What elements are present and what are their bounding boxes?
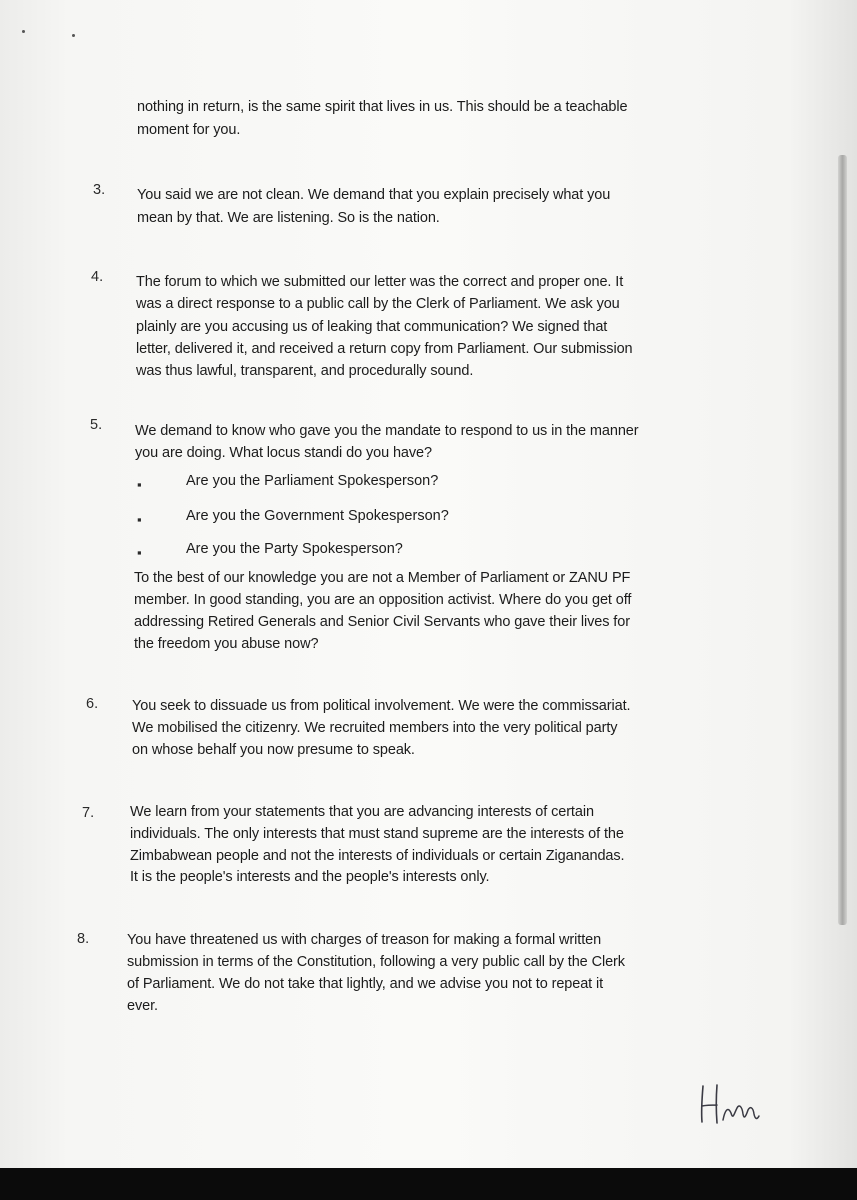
item-line: Zimbabwean people and not the interests of individuals or certain Ziganandas. <box>130 848 625 864</box>
item-line: you are doing. What locus standi do you have? <box>135 445 432 461</box>
intro-line: moment for you. <box>137 122 241 138</box>
bullet-item: Are you the Party Spokesperson? <box>186 541 403 557</box>
bullet-item: Are you the Parliament Spokesperson? <box>186 473 439 489</box>
item-line: submission in terms of the Constitution, following a very public call by the Clerk <box>127 954 625 970</box>
item-line: the freedom you abuse now? <box>134 636 319 652</box>
item-line: individuals. The only interests that must stand supreme are the interests of the <box>130 826 624 842</box>
bullet-marker: ▪ <box>137 512 142 527</box>
item-line: ever. <box>127 998 158 1014</box>
bullet-marker: ▪ <box>137 545 142 560</box>
item-line: We demand to know who gave you the mandate to respond to us in the manner <box>135 423 639 439</box>
item-line: To the best of our knowledge you are not a Member of Parliament or ZANU PF <box>134 570 631 586</box>
signature-initials <box>695 1080 767 1130</box>
scrollbar[interactable] <box>838 155 847 925</box>
bullet-item: Are you the Government Spokesperson? <box>186 508 449 524</box>
item-line: of Parliament. We do not take that lightly, and we advise you not to repeat it <box>127 976 604 992</box>
item-line: We mobilised the citizenry. We recruited members into the very political party <box>132 720 618 736</box>
item-number: 7. <box>82 805 95 821</box>
item-line: member. In good standing, you are an opposition activist. Where do you get off <box>134 592 632 608</box>
item-number: 8. <box>77 931 90 947</box>
item-line: You have threatened us with charges of treason for making a formal written <box>127 932 602 948</box>
scan-speck <box>72 34 75 37</box>
item-number: 5. <box>90 417 103 433</box>
item-line: addressing Retired Generals and Senior Civil Servants who gave their lives for <box>134 614 630 630</box>
item-line: The forum to which we submitted our letter was the correct and proper one. It <box>136 274 624 290</box>
item-line: We learn from your statements that you are advancing interests of certain <box>130 804 594 820</box>
item-line: on whose behalf you now presume to speak. <box>132 742 415 758</box>
scan-speck <box>22 30 25 33</box>
bottom-edge <box>0 1168 857 1200</box>
item-line: It is the people's interests and the people's interests only. <box>130 869 490 885</box>
item-number: 3. <box>93 182 106 198</box>
item-line: was thus lawful, transparent, and procedurally sound. <box>136 363 474 379</box>
item-number: 6. <box>86 696 99 712</box>
item-line: You said we are not clean. We demand that you explain precisely what you <box>137 187 611 203</box>
item-line: plainly are you accusing us of leaking that communication? We signed that <box>136 319 608 335</box>
item-line: mean by that. We are listening. So is the nation. <box>137 210 440 226</box>
item-number: 4. <box>91 269 104 285</box>
item-line: letter, delivered it, and received a return copy from Parliament. Our submission <box>136 341 633 357</box>
bullet-marker: ▪ <box>137 477 142 492</box>
intro-line: nothing in return, is the same spirit that lives in us. This should be a teachable <box>137 99 628 115</box>
item-line: was a direct response to a public call by the Clerk of Parliament. We ask you <box>136 296 620 312</box>
item-line: You seek to dissuade us from political involvement. We were the commissariat. <box>132 698 631 714</box>
